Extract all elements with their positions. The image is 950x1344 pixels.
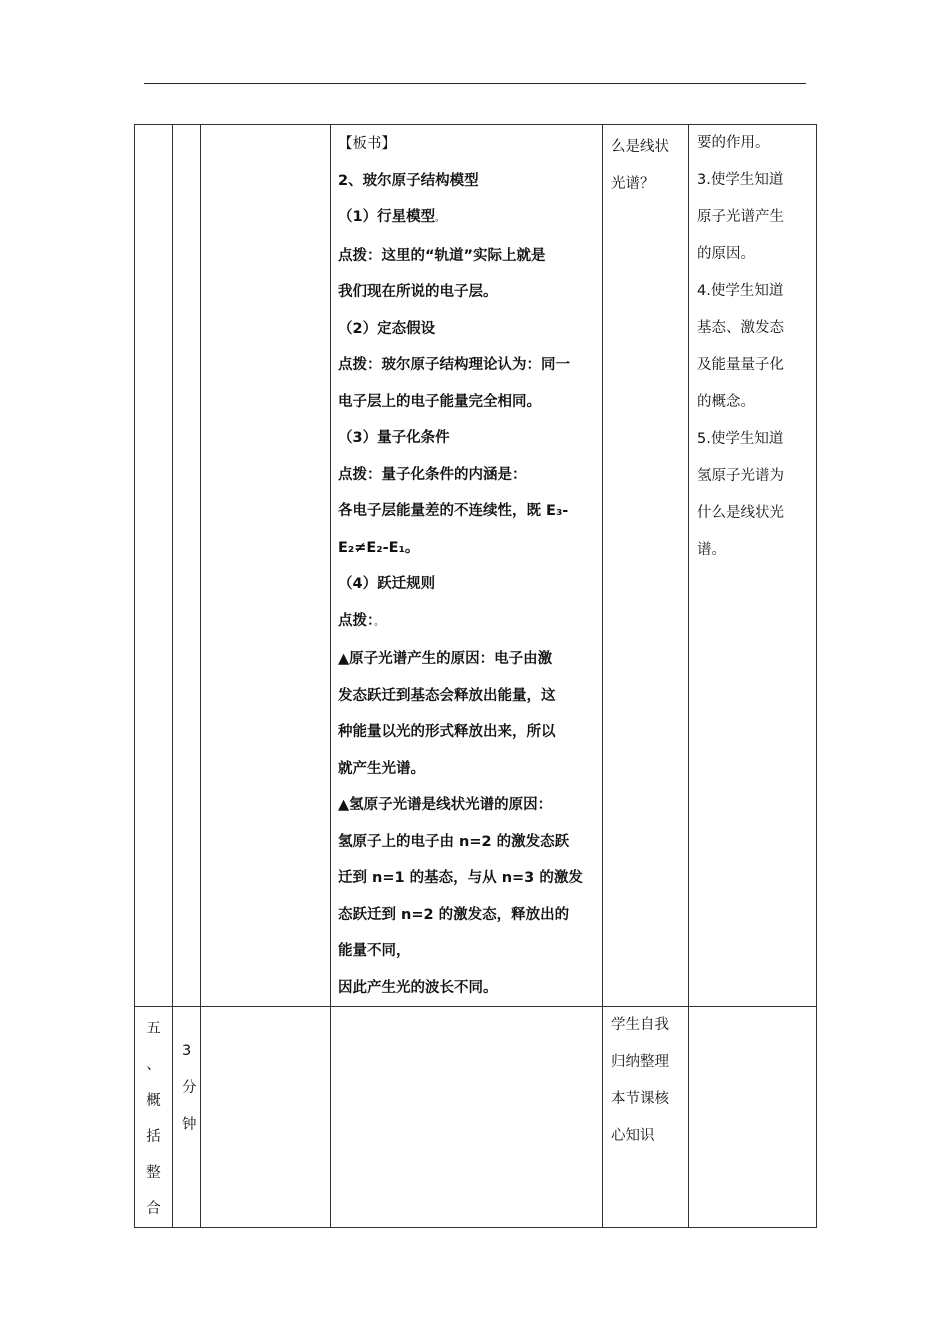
board-line-text: 我们现在所说的电子层。 (338, 284, 498, 300)
goals-text (689, 125, 816, 569)
goal-line: 原子光谱产生 (697, 209, 784, 225)
board-line-text: 【板书】 (338, 136, 396, 152)
board-content (331, 125, 602, 1006)
goals-cell (689, 1007, 817, 1228)
stage-char: 整 (146, 1165, 161, 1181)
board-line-text: （1）行星模型 (338, 209, 436, 225)
board-line-text: 因此产生光的波长不同。 (338, 979, 498, 996)
stage-cell (135, 1007, 173, 1228)
stage-char: 括 (146, 1129, 161, 1145)
goal-item (697, 273, 810, 421)
board-line-text: 电子层上的电子能量完全相同。 (338, 393, 541, 410)
goal-item (697, 421, 810, 569)
goal-line: 4.使学生知道 (697, 283, 784, 299)
lesson-plan-table (134, 124, 817, 1228)
goal-line: 氢原子光谱为 (697, 468, 784, 484)
board-line-text: ▲原子光谱产生的原因：电子由激 (338, 651, 553, 667)
board-line (338, 238, 596, 275)
board-line-text: 发态跃迁到基态会释放出能量，这 (338, 687, 556, 704)
goal-line: 的概念。 (697, 394, 755, 410)
student-activity-line: 光谱？ (611, 176, 655, 192)
board-line (338, 824, 596, 861)
time-char: 3 (182, 1043, 192, 1059)
board-line-text: （2）定态假设 (338, 320, 436, 337)
board-line (338, 970, 596, 1007)
time-char: 钟 (182, 1117, 197, 1133)
board-line-text: 点拨：这里的“轨道”实际上就是 (338, 247, 546, 264)
time-cell (173, 1007, 201, 1228)
student-activity-line: 归纳整理 (611, 1054, 669, 1070)
stage-cell (135, 125, 173, 1007)
board-line-text: 2、玻尔原子结构模型 (338, 172, 479, 189)
board-line (338, 493, 596, 530)
board-line (338, 163, 596, 200)
goal-line: 谱。 (697, 542, 726, 558)
board-line-text: 态跃迁到 n=2 的激发态，释放出的 (338, 906, 570, 923)
student-activity-cell (603, 1007, 689, 1228)
board-line (338, 384, 596, 421)
board-line-text: 就产生光谱。 (338, 760, 425, 777)
board-line (338, 126, 596, 163)
board-line (338, 347, 596, 384)
board-line (338, 420, 596, 457)
board-line (338, 566, 596, 603)
board-line (338, 311, 596, 348)
board-line-text: 迁到 n=1 的基态，与从 n=3 的激发 (338, 870, 583, 886)
table-row (135, 125, 817, 1007)
board-line (338, 603, 596, 642)
edit-mark: 。 (435, 214, 445, 224)
time-char: 分 (182, 1080, 197, 1096)
board-line-text: E₂≠E₂-E₁。 (338, 539, 420, 556)
student-activity-line: 本节课核 (611, 1091, 669, 1107)
teacher-activity-cell (201, 1007, 331, 1228)
goal-line: 的原因。 (697, 246, 755, 262)
board-line (338, 933, 596, 970)
board-line-text: 氢原子上的电子由 n=2 的激发态跃 (338, 833, 570, 850)
goal-line: 及能量量子化 (697, 357, 784, 373)
board-line-text: 各电子层能量差的不连续性，既 E₃- (338, 503, 569, 519)
board-cell (331, 125, 603, 1007)
student-activity-cell (603, 125, 689, 1007)
student-activity-text (603, 125, 688, 203)
board-line-text: 点拨：量子化条件的内涵是： (338, 466, 527, 483)
stage-char: 、 (146, 1057, 161, 1073)
goal-line: 3.使学生知道 (697, 172, 784, 188)
student-activity-text (603, 1007, 688, 1155)
board-cell (331, 1007, 603, 1228)
board-line-text: 种能量以光的形式释放出来，所以 (338, 724, 556, 740)
goal-item (697, 125, 810, 162)
board-line (338, 457, 596, 494)
stage-char: 五 (146, 1021, 161, 1037)
edit-mark: 。 (374, 617, 384, 628)
goal-line: 基态、激发态 (697, 320, 784, 336)
goal-line: 5.使学生知道 (697, 431, 784, 447)
student-activity-line: 学生自我 (611, 1017, 669, 1033)
board-line (338, 678, 596, 715)
stage-char: 合 (146, 1201, 161, 1217)
goal-item (697, 162, 810, 273)
board-line-text: （3）量子化条件 (338, 430, 450, 446)
stage-char: 概 (146, 1093, 161, 1109)
goal-line: 要的作用。 (697, 135, 770, 151)
board-line-text: 能量不同， (338, 943, 411, 959)
board-line-text: 点拨：玻尔原子结构理论认为：同一 (338, 357, 570, 373)
board-line (338, 751, 596, 788)
student-activity-line: 么是线状 (611, 139, 669, 155)
header-rule (144, 83, 806, 84)
board-line-text: ▲氢原子光谱是线状光谱的原因： (338, 797, 553, 813)
stage-label (135, 1007, 172, 1227)
board-line (338, 641, 596, 678)
goal-line: 什么是线状光 (697, 505, 784, 521)
student-activity-line: 心知识 (611, 1128, 655, 1144)
board-line (338, 714, 596, 751)
board-line (338, 274, 596, 311)
teacher-activity-cell (201, 125, 331, 1007)
board-line (338, 199, 596, 238)
board-line-text: （4）跃迁规则 (338, 576, 436, 592)
table-row (135, 1007, 817, 1228)
board-line (338, 860, 596, 897)
board-line (338, 897, 596, 934)
time-cell (173, 125, 201, 1007)
goals-cell (689, 125, 817, 1007)
board-line (338, 787, 596, 824)
board-line (338, 530, 596, 567)
board-line-text: 点拨： (338, 612, 375, 629)
time-label (173, 1007, 200, 1144)
